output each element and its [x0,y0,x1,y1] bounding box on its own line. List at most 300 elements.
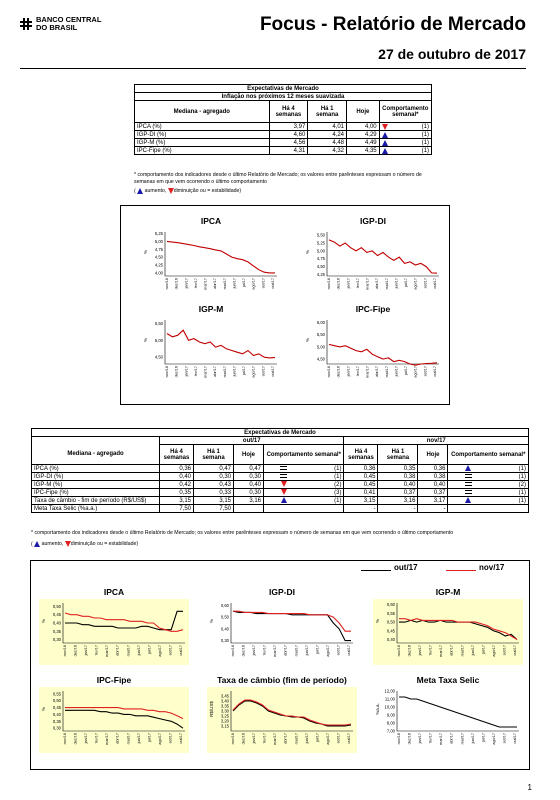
x-tick-label: abr/17 [115,645,120,656]
table-row [135,131,432,139]
y-tick-label: 0,60 [220,602,229,608]
x-tick-label: out/17 [433,366,437,377]
y-tick-label: 3,15 [220,723,229,729]
cell-b-weeks: (1) [488,497,529,505]
chart-title: IGP-DI [269,587,295,597]
chart-panel-12m [120,205,450,405]
x-tick-label: dez/16 [336,366,341,378]
y-tick-label: 4,50 [154,254,163,260]
chart-title: IGP-M [198,304,224,314]
y-tick-label: 0,35 [52,628,61,634]
cell-a-trend [264,473,304,481]
cell-b-trend [448,481,488,489]
cell-b-weeks: (1) [488,489,529,497]
trend-weeks: (1) [421,123,429,130]
col-1w: Há 1 semana [308,101,347,123]
table-row [32,489,529,497]
cell-b-4w: 0,45 [344,481,378,489]
x-tick-label: dez/16 [407,733,412,745]
x-tick-label: abr/17 [449,645,454,656]
y-tick-label: 0,30 [52,637,61,643]
table-row [32,497,529,505]
x-tick-label: ago/17 [413,278,418,290]
y-tick-label: 5,50 [316,332,325,338]
cell-b-weeks [488,505,529,513]
cell-a-today [234,505,264,513]
cell-a-4w: 0,36 [160,465,194,473]
x-tick-label: ago/17 [157,733,162,745]
table-row [32,465,529,473]
x-tick-label: jul/17 [315,645,320,655]
up-arrow-icon [281,497,287,503]
x-tick-label: jun/17 [136,733,141,744]
x-tick-label: abr/17 [115,733,120,744]
x-tick-label: jul/17 [147,733,152,743]
x-tick-label: dez/16 [241,733,246,745]
y-axis-label: % [209,618,214,624]
x-tick-label: fev/17 [428,733,433,744]
x-tick-label: abr/17 [283,645,288,656]
y-axis-label: % [305,337,310,343]
up-arrow-icon [34,541,40,547]
bcb-logo-icon [20,18,32,30]
cell-a-4w: 7,50 [160,505,194,513]
chart-selic-monthly [373,675,523,753]
chart-axis [397,603,519,643]
t2-col-label: Mediana - agregado [32,445,160,465]
x-tick-label: ago/17 [491,733,496,745]
row-label: IGP-DI (%) [32,473,160,481]
x-tick-label: mai/17 [126,645,131,657]
y-tick-label: 9,00 [386,712,395,718]
chart-axis [165,320,277,364]
col-today: Hoje [347,101,380,123]
cell-trend [379,131,431,139]
cell-b-weeks: (1) [488,465,529,473]
cell-b-today: 0,36 [418,465,448,473]
y-axis-label: %a.a. [375,703,380,715]
y-tick-label: 5,00 [316,248,325,254]
x-tick-label: ago/17 [157,645,162,657]
x-tick-label: out/17 [513,645,517,656]
series-line [65,613,183,631]
x-tick-label: fev/17 [94,733,99,744]
x-tick-label: mar/17 [273,645,278,657]
x-tick-label: nov/16 [327,278,331,290]
down-arrow-icon [65,541,71,547]
x-tick-label: fev/17 [193,278,198,289]
x-tick-label: nov/16 [63,645,67,657]
series-line [167,241,275,273]
table-row [32,505,529,513]
x-tick-label: mar/17 [203,278,208,290]
x-tick-label: mai/17 [294,645,299,657]
x-tick-label: out/17 [271,278,275,289]
chart-title: IGP-M [435,587,461,597]
y-tick-label: 0,40 [220,626,229,632]
y-tick-label: 0,50 [386,619,395,625]
y-tick-label: 0,45 [52,612,61,618]
x-tick-label: ago/17 [251,366,256,378]
x-tick-label: mar/17 [273,733,278,745]
y-tick-label: 3,25 [220,713,229,719]
cell-b-today: - [418,505,448,513]
chart-svg [39,687,189,753]
col-trend: Comportamento semanal* [379,101,431,123]
x-tick-label: dez/16 [407,645,412,657]
y-tick-label: 5,00 [316,344,325,350]
chart-panel-monthly [30,560,530,770]
x-tick-label: nov/16 [231,733,235,745]
x-tick-label: jul/17 [242,366,247,376]
x-tick-label: fev/17 [355,366,360,377]
x-tick-label: mai/17 [460,645,465,657]
x-tick-label: jan/17 [252,733,257,744]
y-tick-label: 0,45 [52,705,61,711]
y-tick-label: 0,30 [52,725,61,731]
cell-b-4w: 0,45 [344,473,378,481]
equal-icon [465,474,472,478]
cell-1w: 4,48 [308,139,347,147]
x-tick-label: mai/17 [126,733,131,745]
x-tick-label: jan/17 [84,733,89,744]
cell-b-4w: - [344,505,378,513]
x-tick-label: mai/17 [222,366,227,378]
cell-a-4w: 0,40 [160,473,194,481]
monthly-expectations-table [31,428,529,513]
chart-title: IPC-Fipe [96,675,132,685]
y-tick-label: 0,60 [386,602,395,608]
x-tick-label: jun/17 [394,278,399,289]
report-date: 27 de outubro de 2017 [378,46,526,62]
cell-4w: 4,56 [269,139,308,147]
chart-title: Taxa de câmbio (fim de período) [217,675,347,685]
up-arrow-icon [382,132,388,138]
y-tick-label: 4,25 [154,262,163,268]
x-tick-label: jan/17 [346,366,351,377]
chart-ipcfipe-monthly [39,675,189,753]
x-tick-label: nov/16 [327,366,331,378]
y-tick-label: 7,00 [386,728,395,734]
y-tick-label: 5,00 [154,337,163,343]
cell-b-today: 0,38 [418,473,448,481]
report-title: Focus - Relatório de Mercado [259,14,526,35]
y-tick-label: 3,20 [220,718,229,724]
cell-today: 4,29 [347,131,380,139]
x-tick-label: jul/17 [147,645,152,655]
cell-b-1w: 0,40 [378,481,418,489]
y-tick-label: 12,00 [384,688,395,694]
cell-trend [379,139,431,147]
cell-b-today: 0,40 [418,481,448,489]
x-tick-label: jul/17 [315,733,320,743]
y-tick-label: 5,25 [154,231,163,237]
x-tick-label: nov/16 [63,733,67,745]
row-label: IGP-DI (%) [135,131,270,139]
period-a: out/17 [160,437,344,445]
cell-b-1w: 0,35 [378,465,418,473]
t2b-col-today: Hoje [418,445,448,465]
bcb-logo [20,16,101,32]
cell-a-trend [264,465,304,473]
header-divider [20,68,526,69]
down-arrow-icon [168,188,174,194]
y-tick-label: 10,00 [384,704,395,710]
cell-a-today: 0,47 [234,465,264,473]
chart-svg [39,599,189,665]
col-4w: Há 4 semanas [269,101,308,123]
series-line [65,611,183,629]
x-tick-label: jul/17 [242,278,247,288]
x-tick-label: mai/17 [460,733,465,745]
y-tick-label: 5,25 [316,240,325,246]
chart-title: IGP-DI [360,216,386,226]
x-tick-label: fev/17 [428,645,433,656]
cell-a-1w: 0,43 [194,481,234,489]
x-tick-label: ago/17 [491,645,496,657]
x-tick-label: mar/17 [203,366,208,378]
down-arrow-icon [281,489,287,495]
cell-b-4w: 0,36 [344,465,378,473]
x-tick-label: jul/17 [481,733,486,743]
series-line [233,611,351,640]
table-row [32,481,529,489]
table-row [135,147,432,155]
cell-1w: 4,32 [308,147,347,155]
cell-b-1w: 3,16 [378,497,418,505]
cell-a-1w: 0,33 [194,489,234,497]
x-tick-label: fev/17 [193,366,198,377]
y-tick-label: 4,50 [316,264,325,270]
series-line [233,700,351,725]
series-line [399,620,517,639]
x-tick-label: jan/17 [418,733,423,744]
cell-a-today: 0,40 [234,481,264,489]
up-arrow-icon [382,140,388,146]
up-arrow-icon [137,188,143,194]
chart-igpdi-12m [303,216,443,298]
x-tick-label: abr/17 [213,366,218,377]
y-tick-label: 3,35 [220,703,229,709]
trend-weeks: (1) [421,139,429,146]
equal-icon [280,474,287,478]
x-tick-label: out/17 [347,733,351,744]
cell-a-weeks: (3) [303,489,344,497]
y-tick-label: 0,40 [52,620,61,626]
cell-b-trend [448,497,488,505]
x-tick-label: out/17 [513,733,517,744]
cell-a-1w: 3,15 [194,497,234,505]
table-row [32,473,529,481]
y-tick-label: 4,50 [316,356,325,362]
x-tick-label: dez/16 [174,278,179,290]
t2a-col-today: Hoje [234,445,264,465]
cell-a-weeks: (1) [303,497,344,505]
y-tick-label: 0,30 [220,638,229,644]
chart-svg [207,599,357,665]
table1-legend: ( aumento, diminuição ou = estabilidade) [134,188,242,195]
chart-axis [63,603,185,643]
equal-icon [465,482,472,486]
x-tick-label: mai/17 [384,278,389,290]
x-tick-label: fev/17 [94,645,99,656]
x-tick-label: abr/17 [375,278,380,289]
chart-igpdi-monthly [207,587,357,665]
x-tick-label: set/17 [502,733,507,744]
cell-a-1w: 7,50 [194,505,234,513]
x-tick-label: abr/17 [213,278,218,289]
x-tick-label: dez/16 [241,645,246,657]
chart-svg [141,316,281,386]
y-tick-label: 4,00 [154,270,163,276]
cell-b-weeks: (2) [488,481,529,489]
period-b: nov/17 [344,437,529,445]
y-axis-label: % [143,337,148,343]
x-tick-label: mai/17 [294,733,299,745]
cell-a-trend [264,497,304,505]
row-label: Meta Taxa Selic (%a.a.) [32,505,160,513]
y-axis-label: R$/US$ [209,701,214,717]
series-line [65,708,183,719]
x-tick-label: set/17 [168,645,173,656]
cell-a-weeks [303,505,344,513]
chart-svg [373,599,523,665]
cell-1w: 4,01 [308,123,347,131]
chart-svg [373,687,523,753]
equal-icon [465,490,472,494]
x-tick-label: jan/17 [418,645,423,656]
cell-b-4w: 3,15 [344,497,378,505]
x-tick-label: abr/17 [449,733,454,744]
t2a-col-1w: Há 1 semana [194,445,234,465]
x-tick-label: nov/16 [231,645,235,657]
x-tick-label: jan/17 [252,645,257,656]
x-tick-label: jul/17 [404,366,409,376]
x-tick-label: jun/17 [304,645,309,656]
y-tick-label: 4,25 [316,271,325,277]
up-arrow-icon [382,148,388,154]
y-tick-label: 0,55 [52,691,61,697]
y-tick-label: 5,00 [154,238,163,244]
chart-ipcfipe-12m [303,304,443,386]
series-legend [361,563,531,575]
y-tick-label: 6,00 [316,319,325,325]
x-tick-label: nov/16 [165,366,169,378]
cell-b-trend [448,505,488,513]
cell-trend [379,147,431,155]
x-tick-label: nov/16 [397,733,401,745]
cell-4w: 4,60 [269,131,308,139]
cell-4w: 3,97 [269,123,308,131]
x-tick-label: jun/17 [232,278,237,289]
legend-line-b [446,570,476,571]
y-tick-label: 4,75 [154,246,163,252]
x-tick-label: dez/16 [174,366,179,378]
x-tick-label: nov/16 [397,645,401,657]
up-arrow-icon [465,497,471,503]
x-tick-label: jul/17 [404,278,409,288]
legend-label-a: out/17 [394,563,418,572]
cell-trend [379,123,431,131]
chart-axis [327,320,439,364]
cell-1w: 4,24 [308,131,347,139]
row-label: IPCA (%) [135,123,270,131]
chart-igpm-monthly [373,587,523,665]
t2b-col-trend: Comportamento semanal* [448,445,529,465]
x-tick-label: jun/17 [136,645,141,656]
x-tick-label: jan/17 [84,645,89,656]
chart-axis [327,232,439,276]
table1-subtitle: Inflação nos próximos 12 meses suavizada [135,93,432,101]
inflation-12m-table [134,84,432,155]
x-tick-label: jan/17 [184,366,189,377]
cell-b-1w: - [378,505,418,513]
y-tick-label: 0,45 [386,628,395,634]
x-tick-label: out/17 [347,645,351,656]
x-tick-label: jun/17 [470,733,475,744]
x-tick-label: jun/17 [470,645,475,656]
x-tick-label: out/17 [433,278,437,289]
table1-title: Expectativas de Mercado [135,85,432,93]
table2-title: Expectativas de Mercado [32,429,529,437]
cell-b-weeks: (1) [488,473,529,481]
down-arrow-icon [281,481,287,487]
chart-cambio-monthly [207,675,357,753]
chart-ipca-monthly [39,587,189,665]
chart-title: IPCA [200,216,222,226]
table1-note: * comportamento dos indicadores desde o último Relatório de Mercado; os valores entre parênteses expressam o número de semanas em que vem ocorrendo o último comportamento [134,172,422,185]
trend-weeks: (1) [421,147,429,154]
y-tick-label: 4,75 [316,256,325,262]
series-line [399,697,517,727]
legend-line-a [361,570,391,571]
y-tick-label: 0,55 [386,610,395,616]
x-tick-label: mar/17 [439,645,444,657]
cell-a-weeks: (1) [303,473,344,481]
cell-4w: 4,31 [269,147,308,155]
chart-svg [141,228,281,298]
row-label: IGP-M (%) [32,481,160,489]
x-tick-label: jan/17 [346,278,351,289]
x-tick-label: jun/17 [232,366,237,377]
x-tick-label: jun/17 [304,733,309,744]
t2b-col-1w: Há 1 semana [378,445,418,465]
y-tick-label: 0,50 [52,603,61,609]
row-label: IPC-Fipe (%) [135,147,270,155]
table2-legend: ( aumento, diminuição ou = estabilidade) [31,541,139,548]
cell-a-today: 0,30 [234,473,264,481]
equal-icon [280,466,287,470]
x-tick-label: abr/17 [283,733,288,744]
up-arrow-icon [465,465,471,471]
x-tick-label: set/17 [423,366,428,377]
row-label: IPCA (%) [32,465,160,473]
cell-b-trend [448,473,488,481]
chart-axis [165,232,277,276]
cell-b-4w: 0,41 [344,489,378,497]
cell-a-today: 0,30 [234,489,264,497]
cell-a-4w: 0,42 [160,481,194,489]
y-tick-label: 0,50 [220,614,229,620]
cell-a-1w: 0,30 [194,473,234,481]
y-tick-label: 0,50 [52,698,61,704]
chart-svg [207,687,357,753]
cell-today: 4,49 [347,139,380,147]
trend-weeks: (1) [421,131,429,138]
cell-b-trend [448,489,488,497]
x-tick-label: dez/16 [336,278,341,290]
x-tick-label: ago/17 [251,278,256,290]
